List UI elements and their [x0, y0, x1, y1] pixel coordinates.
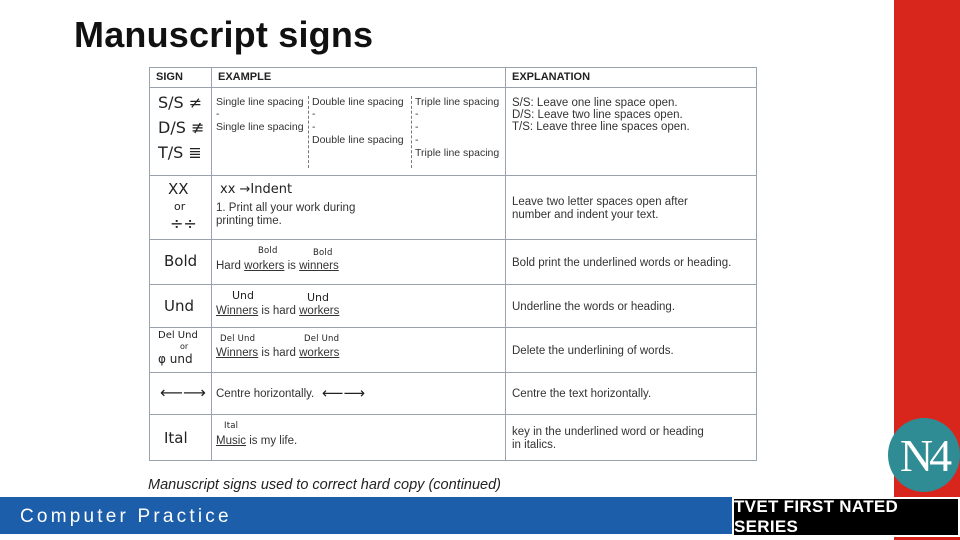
example-und-word-1: Winners: [216, 305, 259, 317]
explanation-ital-1: key in the underlined word or heading: [512, 426, 704, 438]
sign-delund-bottom: φ und: [158, 352, 193, 366]
sign-indent-xx: XX: [168, 180, 189, 198]
example-indent-mark: xx →Indent: [220, 182, 293, 197]
example-dash: -: [415, 134, 419, 146]
explanation-ital-2: in italics.: [512, 439, 557, 451]
sign-double-spacing: D/S ≢: [158, 118, 205, 137]
example-und-mark-2: Und: [307, 291, 330, 304]
example-und-word-3: workers: [299, 305, 340, 317]
sign-indent-or: or: [174, 200, 186, 213]
page-title: Manuscript signs: [74, 14, 374, 55]
explanation-single: S/S: Leave one line space open.: [512, 97, 678, 109]
example-bold-word-3: is: [287, 260, 296, 272]
table-row-und: [150, 285, 756, 328]
example-dash: -: [312, 108, 316, 120]
dashed-separator: [411, 96, 412, 168]
example-bold-word-1: Hard: [216, 260, 241, 272]
sign-bold: Bold: [164, 252, 198, 270]
example-ital-word-2: is my life.: [249, 435, 298, 447]
example-triple-1: Triple line spacing: [415, 96, 500, 108]
example-triple-2: Triple line spacing: [415, 147, 500, 159]
example-double-2: Double line spacing: [312, 134, 404, 146]
example-bold-mark-1: Bold: [258, 246, 278, 256]
table-row-ital: [150, 415, 756, 461]
header-explanation: EXPLANATION: [512, 71, 591, 83]
example-delund-mark-2: Del Und: [304, 334, 340, 344]
table-row-indent: [150, 176, 756, 240]
explanation-triple: T/S: Leave three line spaces open.: [512, 121, 690, 133]
explanation-bold: Bold print the underlined words or heading.: [512, 257, 732, 269]
example-delund-word-1: Winners: [216, 347, 259, 359]
series-label-box: [732, 497, 960, 537]
example-und-word-2: is hard: [261, 305, 296, 317]
n4-badge-text: N4: [899, 429, 949, 481]
example-indent-line-2: printing time.: [216, 215, 282, 227]
table-row-bold: [150, 240, 756, 285]
example-bold-word-4: winners: [299, 260, 339, 272]
example-dash: -: [415, 121, 419, 133]
sign-ital: Ital: [164, 429, 188, 447]
example-ital-mark: Ital: [224, 421, 239, 431]
header-sign: SIGN: [156, 71, 183, 83]
example-delund-word-3: workers: [299, 347, 340, 359]
sign-delund-or: or: [180, 342, 189, 351]
sign-und: Und: [164, 297, 195, 315]
example-bold-mark-2: Bold: [313, 248, 333, 258]
table-header-row: [150, 68, 756, 88]
example-centre-text: Centre horizontally.: [216, 388, 315, 400]
example-delund-mark-1: Del Und: [220, 334, 256, 344]
manuscript-signs-table: [149, 67, 757, 461]
example-bold-word-2: workers: [244, 260, 285, 272]
double-arrow-icon: ⟵⟶: [160, 383, 206, 402]
example-single-2: Single line spacing: [216, 121, 304, 133]
example-double-1: Double line spacing: [312, 96, 404, 108]
table-row-spacing: [150, 88, 756, 176]
explanation-indent-1: Leave two letter spaces open after: [512, 196, 688, 208]
sign-indent-alt: ÷÷: [170, 214, 197, 233]
series-label: TVET FIRST NATED SERIES: [734, 497, 899, 536]
example-single-1: Single line spacing: [216, 96, 304, 108]
n4-badge: [888, 418, 960, 492]
example-indent-line-1: 1. Print all your work during: [216, 202, 356, 214]
footer-course-label: Computer Practice: [20, 506, 232, 527]
example-dash: -: [312, 121, 316, 133]
explanation-indent-2: number and indent your text.: [512, 209, 659, 221]
double-arrow-icon: ⟵⟶: [322, 384, 366, 402]
explanation-delund: Delete the underlining of words.: [512, 345, 674, 357]
example-dash: -: [216, 108, 220, 120]
sign-delund-top: Del Und: [158, 330, 198, 341]
explanation-centre: Centre the text horizontally.: [512, 388, 652, 400]
explanation-double: D/S: Leave two line spaces open.: [512, 109, 683, 121]
dashed-separator: [308, 96, 309, 168]
sign-single-spacing: S/S ≠: [158, 93, 203, 112]
table-row-delund: [150, 328, 756, 373]
explanation-und: Underline the words or heading.: [512, 301, 676, 313]
header-example: EXAMPLE: [218, 71, 272, 83]
sign-triple-spacing: T/S ≣: [158, 143, 202, 162]
example-ital-word-1: Music: [216, 435, 247, 447]
example-und-mark-1: Und: [232, 289, 255, 302]
example-dash: -: [415, 108, 419, 120]
example-delund-word-2: is hard: [261, 347, 296, 359]
table-caption: Manuscript signs used to correct hard copy (continued): [148, 477, 502, 493]
table-row-centre: [150, 373, 756, 415]
